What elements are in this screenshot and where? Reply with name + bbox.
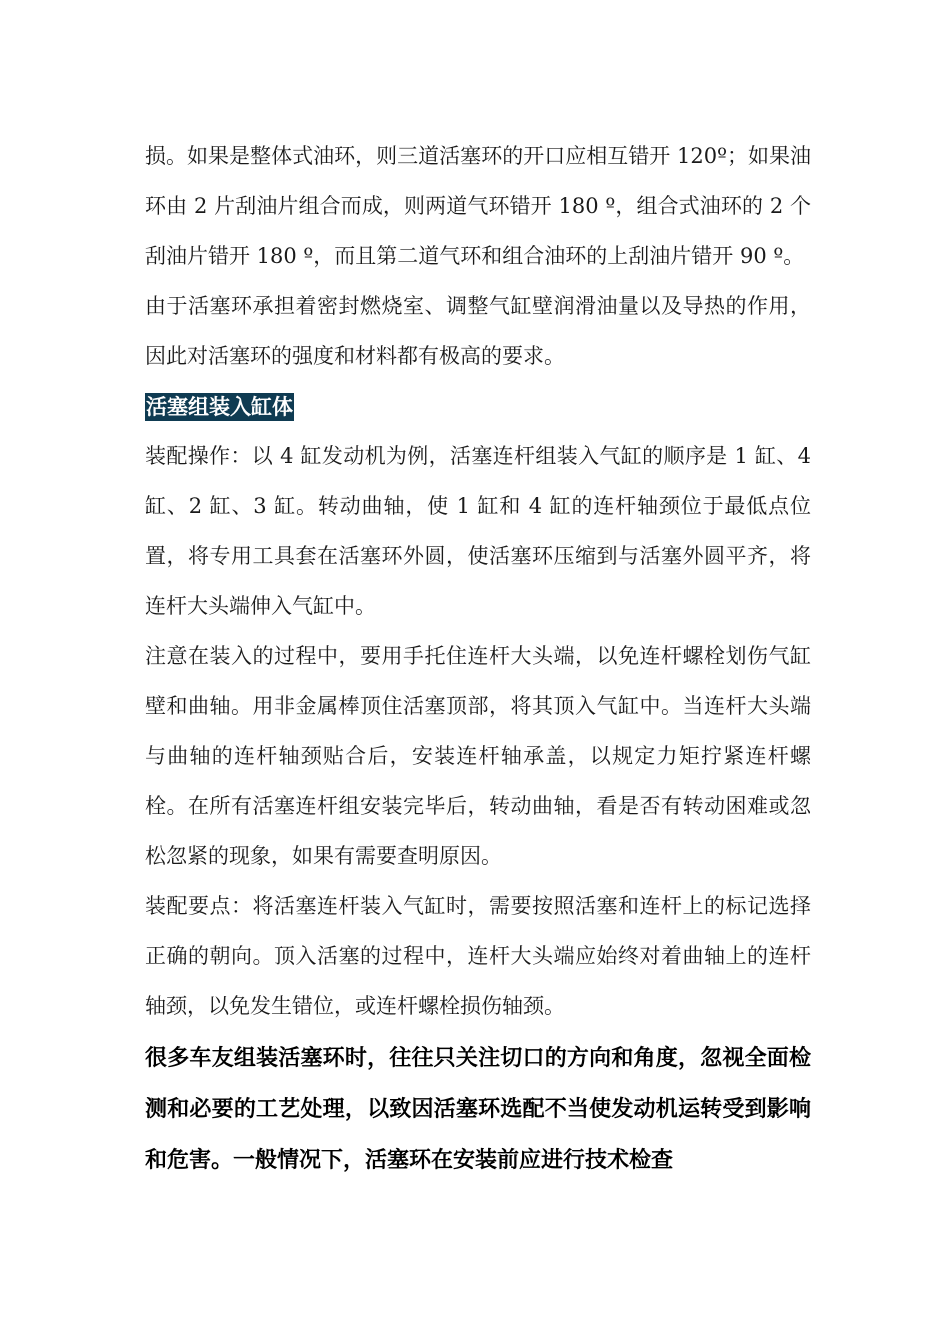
section-heading: 活塞组装入缸体: [146, 394, 293, 419]
paragraph-assembly-key-points: 装配要点：将活塞连杆装入气缸时，需要按照活塞和连杆上的标记选择正确的朝向。顶入活塞的过程中，连杆大头端应始终对着曲轴上的连杆轴颈，以免发生错位，或连杆螺栓损伤轴颈。: [145, 894, 811, 1018]
section-heading-container: [145, 383, 811, 430]
paragraph-assembly-caution: 注意在装入的过程中，要用手托住连杆大头端，以免连杆螺栓划伤气缸壁和曲轴。用非金属棒顶住活塞顶部，将其顶入气缸中。当连杆大头端与曲轴的连杆轴颈贴合后，安装连杆轴承盖，以规定力矩拧紧连杆螺栓。在所有活塞连杆组安装完毕后，转动曲轴，看是否有转动困难或忽松忽紧的现象，如果有需要查明原因。: [145, 644, 811, 868]
paragraph-ring-requirements: 由于活塞环承担着密封燃烧室、调整气缸壁润滑油量以及导热的作用，因此对活塞环的强度和材料都有极高的要求。: [145, 294, 811, 368]
paragraph-assembly-operation: 装配操作：以 4 缸发动机为例，活塞连杆组装入气缸的顺序是 1 缸、4 缸、2 缸、3 缸。转动曲轴，使 1 缸和 4 缸的连杆轴颈位于最低点位置，将专用工具套在活塞环外圆，使活塞环压缩到与活塞外圆平齐，将连杆大头端伸入气缸中。: [145, 444, 811, 618]
paragraph-ring-gap-arrangement: 损。如果是整体式油环，则三道活塞环的开口应相互错开 120º；如果油环由 2 片刮油片组合而成，则两道气环错开 180 º，组合式油环的 2 个刮油片错开 180 º，而且第二道气环和组合油环的上刮油片错开 90 º。: [145, 144, 811, 268]
document-body: [145, 131, 811, 1186]
paragraph-bold-note: 很多车友组装活塞环时，往往只关注切口的方向和角度，忽视全面检测和必要的工艺处理，以致因活塞环选配不当使发动机运转受到影响和危害。一般情况下，活塞环在安装前应进行技术检查: [145, 1046, 811, 1173]
